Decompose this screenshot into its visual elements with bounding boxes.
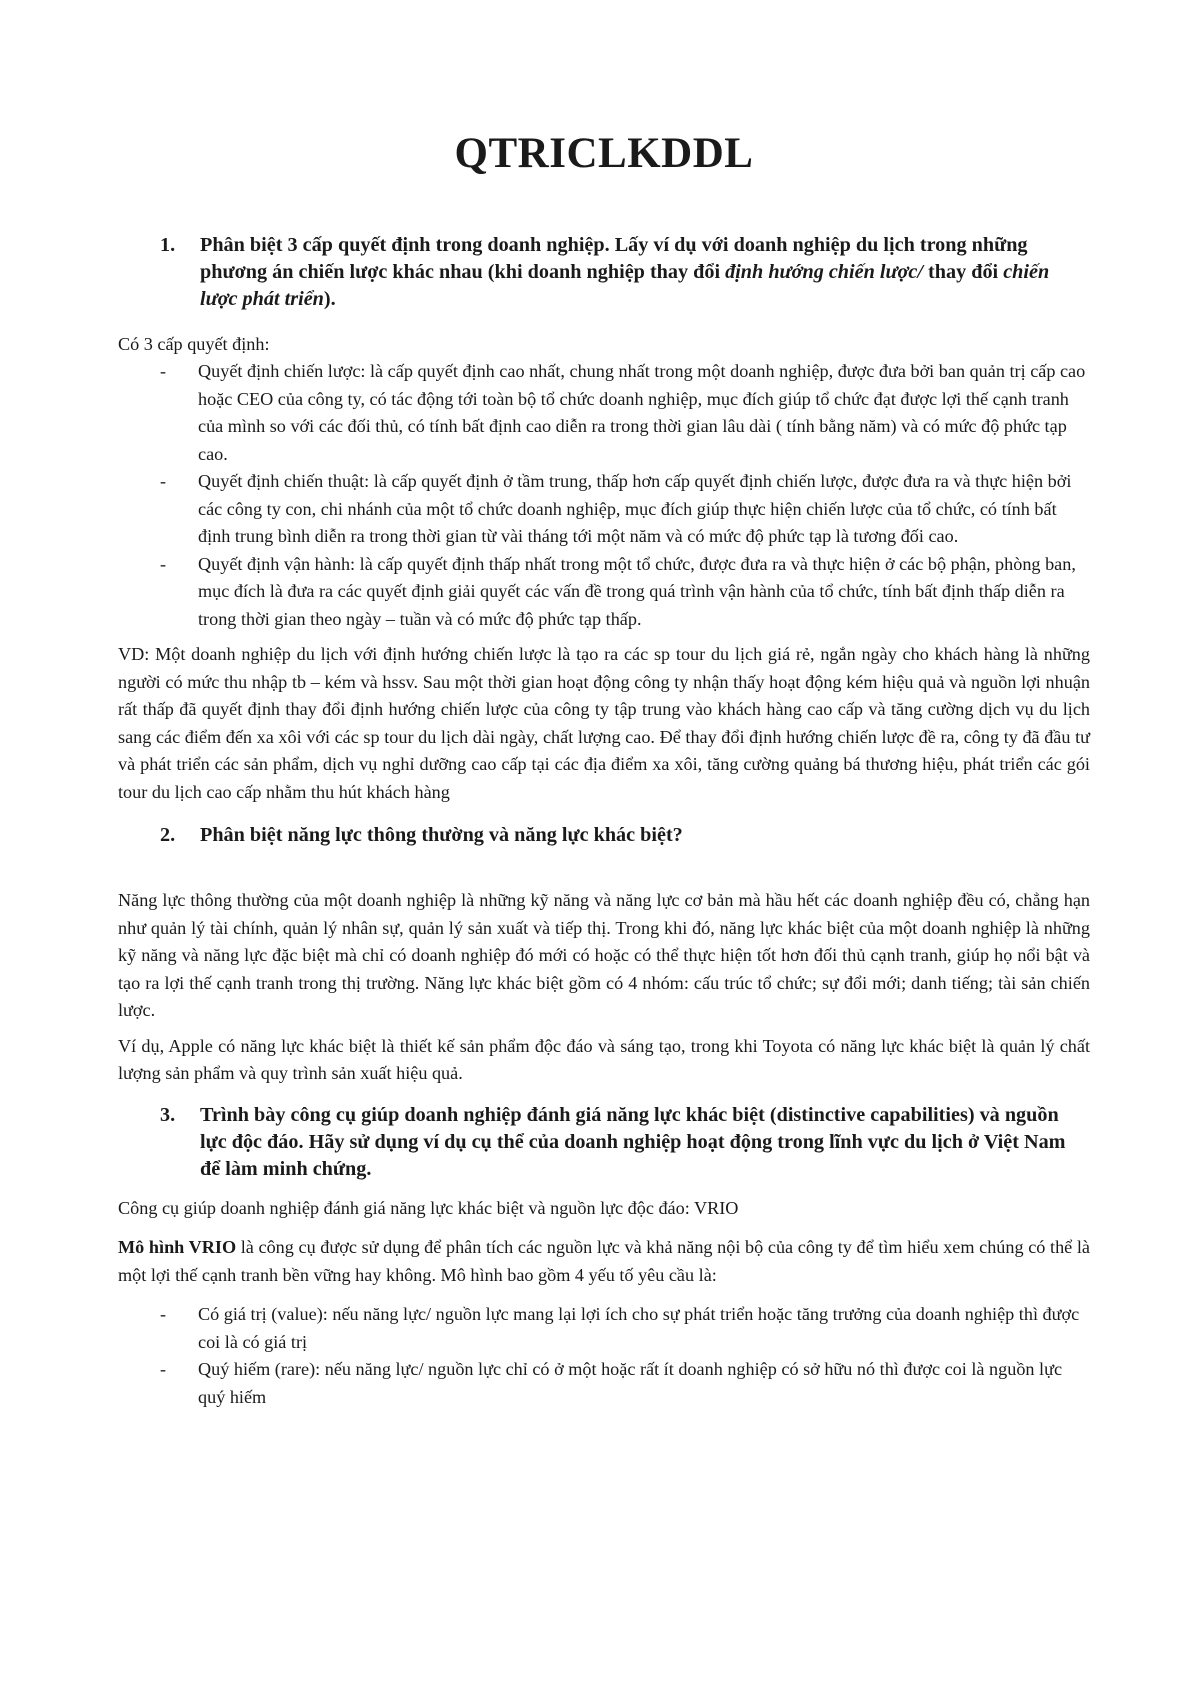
question-text-part: Phân biệt 3 cấp quyết định trong doanh nghiệp. Lấy ví dụ với doanh nghiệp du lịch trong những phương án chiến lược khác nhau (khi doanh nghiệp thay đổi bbox=[200, 233, 1028, 283]
question-text-emphasis: định hướng chiến lược/ bbox=[725, 260, 923, 283]
example-paragraph: VD: Một doanh nghiệp du lịch với định hướng chiến lược là tạo ra các sp tour du lịch giá rẻ, ngắn ngày cho khách hàng là những người có mức thu nhập tb – kém và hssv. Sau một thời gian hoạt động công ty nhận thấy hoạt động kém hiệu quả và nguồn lợi nhuận rất thấp đã quyết định thay đổi định hướng chiến lược của công ty tập trung vào khách hàng cao cấp và tăng cường dịch vụ du lịch sang các điểm đến xa xôi với các sp tour du lịch dài ngày, chất lượng cao. Để thay đổi định hướng chiến lược đề ra, công ty đã đầu tư và phát triển các sản phẩm, dịch vụ nghỉ dưỡng cao cấp tại các địa điểm xa xôi, tăng cường quảng bá thương hiệu, phát triển các gói tour du lịch cao cấp nhằm thu hút khách hàng bbox=[118, 644, 1090, 802]
list-item-text: Quyết định chiến lược: là cấp quyết định cao nhất, chung nhất trong một doanh nghiệp, được đưa bởi ban quản trị cấp cao hoặc CEO của công ty, có tác động tới toàn bộ tổ chức doanh nghiệp, mục đích giúp tổ chức đạt được lợi thế cạnh tranh của mình so với các đối thủ, có tính bất định cao diễn ra trong thời gian lâu dài ( tính bằng năm) và có mức độ phức tạp cao. bbox=[198, 361, 1086, 464]
question-1 bbox=[118, 232, 1090, 313]
question-3 bbox=[118, 1102, 1090, 1183]
list-item-text: Quý hiếm (rare): nếu năng lực/ nguồn lực chỉ có ở một hoặc rất ít doanh nghiệp có sở hữu nó thì được coi là nguồn lực quý hiếm bbox=[198, 1359, 1063, 1407]
answer-paragraph: Năng lực thông thường của một doanh nghiệp là những kỹ năng và năng lực cơ bản mà hầu hết các doanh nghiệp đều có, chẳng hạn như quản lý tài chính, quản lý nhân sự, quản lý sản xuất và tiếp thị. Trong khi đó, năng lực khác biệt của một doanh nghiệp là những kỹ năng và năng lực đặc biệt mà chỉ có doanh nghiệp đó mới có hoặc có thể thực hiện tốt hơn đối thủ cạnh tranh, giúp họ nổi bật và tạo ra lợi thế cạnh tranh trong thị trường. Năng lực khác biệt gồm có 4 nhóm: cấu trúc tổ chức; sự đổi mới; danh tiếng; tài sản chiến lược. bbox=[118, 890, 1090, 1021]
vrio-term: Mô hình VRIO bbox=[118, 1237, 237, 1258]
question-text: Phân biệt năng lực thông thường và năng lực khác biệt? bbox=[200, 824, 683, 847]
list-item-text: Có giá trị (value): nếu năng lực/ nguồn lực mang lại lợi ích cho sự phát triển hoặc tăng trưởng của doanh nghiệp thì được coi là có giá trị bbox=[198, 1304, 1080, 1352]
question-text-part: thay đổi bbox=[922, 260, 1004, 283]
vrio-criteria-list bbox=[118, 1301, 1090, 1411]
dash-bullet: - bbox=[160, 361, 167, 382]
question-text bbox=[200, 232, 1090, 313]
question-text-emphasis: chiến lược phát triển bbox=[200, 260, 1050, 310]
vrio-description: là công cụ được sử dụng để phân tích các nguồn lực và khả năng nội bộ của công ty để tìm hiểu xem chúng có thể là một lợi thế cạnh tranh bền vững hay không. Mô hình bao gồm 4 yếu tố yêu cầu là: bbox=[118, 1237, 1090, 1285]
list-item bbox=[118, 1356, 1090, 1411]
list-item bbox=[118, 551, 1090, 634]
question-text: Trình bày công cụ giúp doanh nghiệp đánh giá năng lực khác biệt (distinctive capabilities) và nguồn lực độc đáo. Hãy sử dụng ví dụ cụ thể của doanh nghiệp hoạt động trong lĩnh vực du lịch ở Việt Nam để làm minh chứng. bbox=[200, 1103, 1066, 1180]
question-2 bbox=[118, 822, 1090, 849]
dash-bullet: - bbox=[160, 471, 167, 492]
tool-paragraph: Công cụ giúp doanh nghiệp đánh giá năng lực khác biệt và nguồn lực độc đáo: VRIO bbox=[118, 1197, 739, 1218]
document-title: QTRICLKDDL bbox=[454, 130, 754, 177]
list-item bbox=[118, 468, 1090, 551]
question-number: 2. bbox=[160, 824, 176, 847]
list-item bbox=[118, 1301, 1090, 1356]
example-paragraph: Ví dụ, Apple có năng lực khác biệt là thiết kế sản phẩm độc đáo và sáng tạo, trong khi Toyota có năng lực khác biệt là quản lý chất lượng sản phẩm và quy trình sản xuất hiệu quả. bbox=[118, 1035, 1090, 1084]
list-item bbox=[118, 358, 1090, 468]
question-number: 3. bbox=[160, 1103, 176, 1126]
list-item-text: Quyết định vận hành: là cấp quyết định thấp nhất trong một tổ chức, được đưa ra và thực hiện ở các bộ phận, phòng ban, mục đích là đưa ra các quyết định giải quyết các vấn đề trong quá trình vận hành của tổ chức, tính bất định thấp diễn ra trong thời gian theo ngày – tuần và có mức độ phức tạp thấp. bbox=[198, 553, 1076, 629]
decision-levels-list bbox=[118, 358, 1090, 633]
decision-levels-intro: Có 3 cấp quyết định: bbox=[118, 333, 270, 354]
list-item-text: Quyết định chiến thuật: là cấp quyết định ở tầm trung, thấp hơn cấp quyết định chiến lược, được đưa ra và thực hiện bởi các công ty con, chi nhánh của một tổ chức doanh nghiệp, mục đích giúp thực hiện chiến lược của tổ chức, có tính bất định trung bình diễn ra trong thời gian từ vài tháng tới một năm và có mức độ phức tạp là tương đối cao. bbox=[198, 471, 1072, 547]
question-text-part: ). bbox=[323, 287, 336, 310]
question-number: 1. bbox=[160, 233, 176, 256]
dash-bullet: - bbox=[160, 1359, 167, 1380]
dash-bullet: - bbox=[160, 553, 167, 574]
dash-bullet: - bbox=[160, 1304, 167, 1325]
vrio-paragraph bbox=[118, 1234, 1090, 1289]
